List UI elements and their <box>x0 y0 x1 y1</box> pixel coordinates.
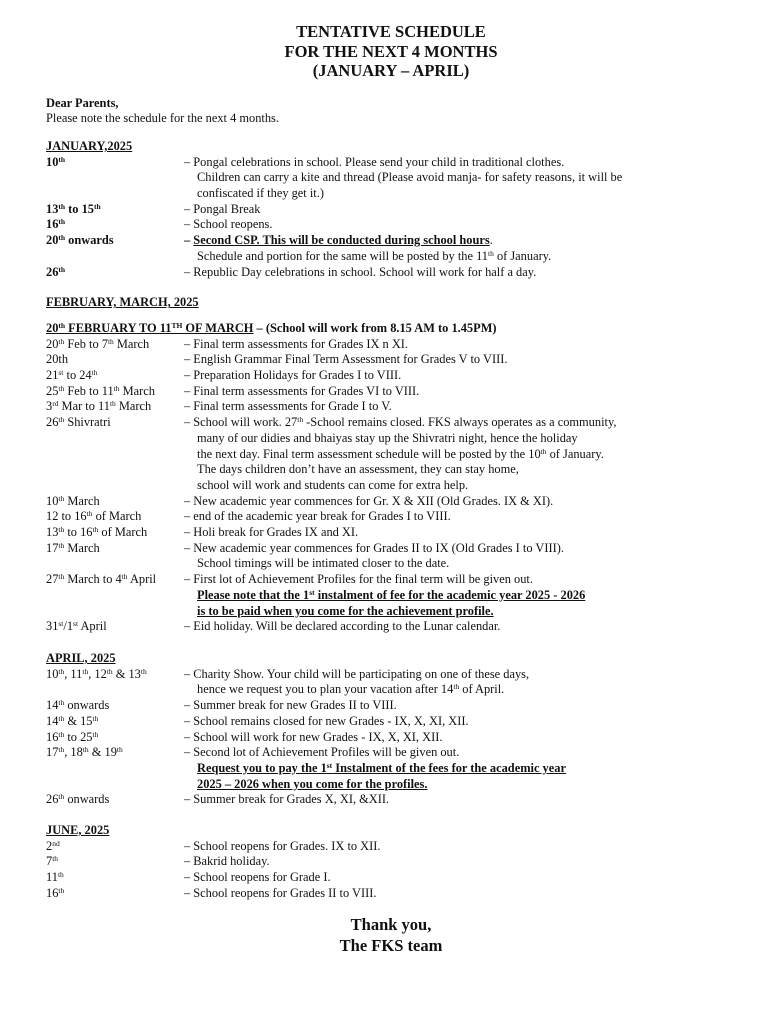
schedule-text: – School reopens. <box>184 217 273 232</box>
schedule-text: Schedule and portion for the same will be posted by the 11th of January. <box>197 248 552 263</box>
schedule-row <box>46 384 736 400</box>
schedule-row-cont <box>46 682 736 698</box>
schedule-row-cont <box>46 431 736 447</box>
feb-march-list <box>46 337 736 635</box>
schedule-row-cont <box>46 170 736 186</box>
schedule-row <box>46 886 736 902</box>
schedule-date: 17th March <box>46 540 100 555</box>
schedule-row-cont <box>46 249 736 265</box>
schedule-date: 16th <box>46 885 65 900</box>
schedule-text: – New academic year commences for Gr. X & XII (Old Grades. IX & XI). <box>184 493 554 508</box>
schedule-row <box>46 572 736 588</box>
schedule-text: – Final term assessments for Grades VI to VIII. <box>184 383 420 398</box>
schedule-text: Children can carry a kite and thread (Please avoid manja- for safety reasons, it will be <box>197 170 623 185</box>
schedule-row-cont <box>46 604 736 620</box>
schedule-row <box>46 494 736 510</box>
schedule-text: – Second lot of Achievement Profiles will be given out. <box>184 745 460 760</box>
schedule-date: 25th Feb to 11th March <box>46 383 155 398</box>
schedule-document <box>46 22 736 956</box>
schedule-date: 26th onwards <box>46 792 110 807</box>
schedule-date: 20th Feb to 7th March <box>46 336 150 351</box>
schedule-date: 16th to 25th <box>46 729 99 744</box>
schedule-text: the next day. Final term assessment schedule will be posted by the 10th of January. <box>197 446 604 461</box>
intro-text: Please note the schedule for the next 4 months. <box>46 111 279 126</box>
january-list <box>46 155 736 281</box>
schedule-date: 14th onwards <box>46 698 110 713</box>
title-line-3: (JANUARY – APRIL) <box>312 61 470 80</box>
schedule-text: – School will work. 27th -School remains closed. FKS always operates as a community, <box>184 415 617 430</box>
schedule-row-cont <box>46 447 736 463</box>
april-list <box>46 667 736 808</box>
schedule-text: – School reopens for Grade I. <box>184 870 331 885</box>
assessment-period-heading: 20th FEBRUARY TO 11TH OF MARCH – (School will work from 8.15 AM to 1.45PM) <box>46 320 497 335</box>
schedule-row-cont <box>46 462 736 478</box>
section-heading-june: JUNE, 2025 <box>46 823 110 838</box>
schedule-date: 20th <box>46 352 69 367</box>
schedule-text: – Summer break for new Grades II to VIII. <box>184 698 397 713</box>
schedule-text: – First lot of Achievement Profiles for the final term will be given out. <box>184 572 533 587</box>
closing-signature: The FKS team <box>339 935 443 955</box>
schedule-row <box>46 509 736 525</box>
fee-notice: Please note that the 1st instalment of fee for the academic year 2025 - 2026 <box>197 587 586 602</box>
schedule-date: 12 to 16th of March <box>46 509 142 524</box>
schedule-row <box>46 667 736 683</box>
csp-notice: Second CSP. This will be conducted during school hours <box>193 233 490 248</box>
closing <box>46 914 736 956</box>
schedule-row <box>46 541 736 557</box>
title-line-2: FOR THE NEXT 4 MONTHS <box>284 41 498 61</box>
schedule-row <box>46 525 736 541</box>
schedule-date: 14th & 15th <box>46 713 99 728</box>
fee-notice: 2025 – 2026 when you come for the profiles. <box>197 776 428 791</box>
schedule-row <box>46 839 736 855</box>
schedule-row <box>46 399 736 415</box>
schedule-text: – Charity Show. Your child will be participating on one of these days, <box>184 666 530 681</box>
schedule-row-cont <box>46 588 736 604</box>
schedule-text: – School reopens for Grades. IX to XII. <box>184 838 381 853</box>
schedule-date: 2nd <box>46 838 60 853</box>
schedule-row <box>46 415 736 431</box>
schedule-text: – end of the academic year break for Grades I to VIII. <box>184 509 451 524</box>
schedule-row <box>46 265 736 281</box>
schedule-row <box>46 870 736 886</box>
schedule-row <box>46 854 736 870</box>
schedule-text: – School reopens for Grades II to VIII. <box>184 885 377 900</box>
schedule-date: 17th, 18th & 19th <box>46 745 123 760</box>
schedule-date: 31st/1st April <box>46 619 107 634</box>
title-line-1: TENTATIVE SCHEDULE <box>296 22 486 41</box>
schedule-row <box>46 233 736 249</box>
schedule-date: 27th March to 4th April <box>46 572 157 587</box>
fee-notice: is to be paid when you come for the achievement profile. <box>197 603 494 618</box>
schedule-text: – New academic year commences for Grades II to IX (Old Grades I to VIII). <box>184 540 564 555</box>
schedule-row-cont <box>46 186 736 202</box>
schedule-date: 13th to 15th <box>46 201 101 216</box>
schedule-row <box>46 155 736 171</box>
schedule-date: 20th onwards <box>46 233 114 248</box>
schedule-row-cont <box>46 478 736 494</box>
schedule-text: confiscated if they get it.) <box>197 186 324 201</box>
schedule-date: 13th to 16th of March <box>46 525 148 540</box>
schedule-text: – Final term assessments for Grades IX n XI. <box>184 336 409 351</box>
schedule-date: 26th Shivratri <box>46 415 111 430</box>
schedule-text: – School will work for new Grades - IX, X, XI, XII. <box>184 729 443 744</box>
schedule-date: 7th <box>46 854 59 869</box>
schedule-date: 21st to 24th <box>46 368 98 383</box>
schedule-text: – Pongal Break <box>184 201 261 216</box>
schedule-row <box>46 619 736 635</box>
schedule-text: – Preparation Holidays for Grades I to VIII. <box>184 368 402 383</box>
schedule-text: school will work and students can come for extra help. <box>197 477 469 492</box>
schedule-row-cont <box>46 761 736 777</box>
schedule-text: The days children don’t have an assessment, they can stay home, <box>197 462 519 477</box>
june-list <box>46 839 736 902</box>
schedule-text: hence we request you to plan your vacation after 14th of April. <box>197 682 505 697</box>
fee-notice: Request you to pay the 1st Instalment of the fees for the academic year <box>197 760 566 775</box>
schedule-date: 16th <box>46 217 66 232</box>
schedule-date: 11th <box>46 870 64 885</box>
schedule-text: – Summer break for Grades X, XI, &XII. <box>184 792 390 807</box>
schedule-date: 26th <box>46 264 66 279</box>
section-heading-april: APRIL, 2025 <box>46 651 116 665</box>
section-heading-january: JANUARY,2025 <box>46 138 133 153</box>
schedule-row-cont <box>46 777 736 793</box>
schedule-row <box>46 202 736 218</box>
schedule-text: – Holi break for Grades IX and XI. <box>184 525 359 540</box>
schedule-text: – English Grammar Final Term Assessment for Grades V to VIII. <box>184 352 508 367</box>
closing-thanks: Thank you, <box>350 914 432 934</box>
schedule-text: – Republic Day celebrations in school. School will work for half a day. <box>184 264 537 279</box>
schedule-date: 10th, 11th, 12th & 13th <box>46 666 147 681</box>
schedule-text: many of our didies and bhaiyas stay up the Shivratri night, hence the holiday <box>197 430 578 445</box>
document-title <box>46 22 736 81</box>
section-heading-feb-march: FEBRUARY, MARCH, 2025 <box>46 295 199 310</box>
schedule-text: School timings will be intimated closer to the date. <box>197 556 450 571</box>
schedule-text: – Second CSP. This will be conducted during school hours. <box>184 233 493 248</box>
schedule-row <box>46 368 736 384</box>
schedule-text: – Pongal celebrations in school. Please send your child in traditional clothes. <box>184 154 565 169</box>
schedule-row <box>46 352 736 368</box>
schedule-row <box>46 698 736 714</box>
schedule-date: 3rd Mar to 11th March <box>46 399 152 414</box>
schedule-row <box>46 337 736 353</box>
schedule-text: – Bakrid holiday. <box>184 854 270 869</box>
schedule-row <box>46 217 736 233</box>
schedule-row <box>46 730 736 746</box>
greeting: Dear Parents, <box>46 95 119 110</box>
schedule-row <box>46 745 736 761</box>
schedule-row <box>46 714 736 730</box>
schedule-row-cont <box>46 556 736 572</box>
schedule-date: 10th <box>46 154 66 169</box>
schedule-text: – Eid holiday. Will be declared according to the Lunar calendar. <box>184 619 501 634</box>
schedule-text: – School remains closed for new Grades - IX, X, XI, XII. <box>184 713 469 728</box>
schedule-row <box>46 792 736 808</box>
schedule-text: – Final term assessments for Grade I to V. <box>184 399 392 414</box>
schedule-date: 10th March <box>46 493 100 508</box>
